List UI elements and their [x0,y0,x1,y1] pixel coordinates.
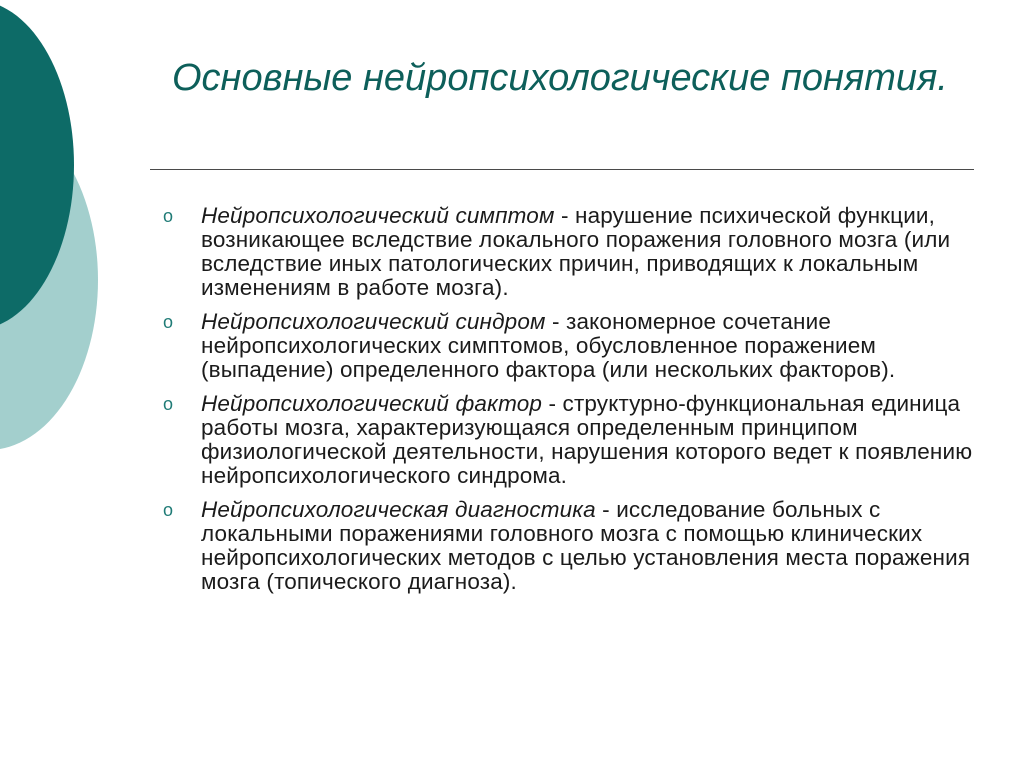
term: Нейропсихологический синдром [201,309,546,334]
slide-title: Основные нейропсихологические понятия. [172,57,948,99]
definition-text [201,310,983,382]
definition: - закономерное сочетание нейропсихологических симптомов, обусловленное поражением (выпадение) определенного фактора (или нескольких факторов). [201,309,896,382]
bullet-icon: o [163,312,174,332]
term: Нейропсихологический фактор [201,391,543,416]
definition: - нарушение психической функции, возникающее вследствие локального поражения головного мозга (или вследствие иных патологических причин, приводящих к локальным изменениям в работе мозга). [201,203,951,300]
definition: - исследование больных с локальными поражениями головного мозга с помощью клинических нейропсихологических методов с целью установления места поражения мозга (топического диагноза). [201,497,971,594]
definition-text [201,392,983,488]
title-divider [150,169,974,170]
definitions-list [163,204,983,604]
term: Нейропсихологическая диагностика [201,497,596,522]
list-item [163,392,983,488]
bullet-icon: o [163,394,174,414]
bullet-icon: o [163,206,174,226]
bullet-icon: o [163,500,174,520]
term: Нейропсихологический симптом [201,203,555,228]
list-item [163,310,983,382]
definition-text [201,498,983,594]
list-item [163,204,983,300]
definition: - структурно-функциональная единица работы мозга, характеризующаяся определенным принципом физиологической деятельности, нарушения которого ведет к появлению нейропсихологического синдрома. [201,391,973,488]
list-item [163,498,983,594]
definition-text [201,204,983,300]
